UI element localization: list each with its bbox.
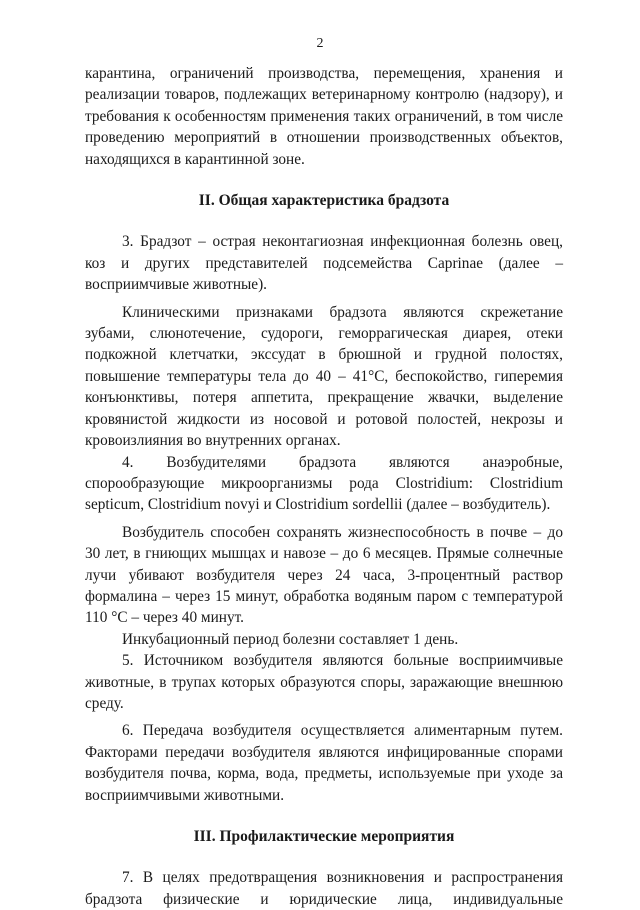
paragraph-3: 3. Брадзот – острая неконтагиозная инфекционная болезнь овец, коз и других представителей подсемейства Caprinae (далее – восприимчивые животные). (85, 233, 563, 294)
document-body (85, 63, 563, 910)
intro-paragraph: карантина, ограничений производства, перемещения, хранения и реализации товаров, подлежащих ветеринарному контролю (надзору), и требования к особенностям применения таких ограничений, в том числе проведению мероприятий в отношении производственных объектов, находящихся в карантинной зоне. (85, 65, 563, 168)
paragraph-4: 4. Возбудителями брадзота являются анаэробные, спорообразующие микроорганизмы рода Clostridium: Clostridium septicum, Clostridium novyi и Clostridium sordellii (далее – возбудитель). (85, 453, 563, 514)
paragraph-incubation: Инкубационный период болезни составляет 1 день. (122, 630, 459, 648)
paragraph-6: 6. Передача возбудителя осуществляется алиментарным путем. Факторами передачи возбудителя являются инфицированные спорами возбудителя почва, корма, вода, предметы, используемые при уходе за восприимчивыми животными. (85, 722, 563, 804)
section-2-heading: II. Общая характеристика брадзота (198, 192, 450, 210)
page-number: 2 (316, 36, 324, 51)
section-3-heading: III. Профилактические мероприятия (193, 828, 455, 845)
paragraph-viability: Возбудитель способен сохранять жизнеспособность в почве – до 30 лет, в гниющих мышцах и навозе – до 6 месяцев. Прямые солнечные лучи убивают возбудителя через 24 часа, 3-процентный раствор формалина – через 15 минут, обработка водяным паром с температурой 110 °С – через 40 минут. (85, 523, 563, 627)
paragraph-clinical-signs: Клиническими признаками брадзота являются скрежетание зубами, слюнотечение, судороги, геморрагическая диарея, отеки подкожной клетчатки, экссудат в брюшной и грудной полостях, повышение температуры тела до 40 – 41°С, беспокойство, гиперемия конъюнктивы, потеря аппетита, прекращение жвачки, выделение кровянистой жидкости из носовой и ротовой полостей, некрозы и кровоизлияния во внутренних органах. (85, 303, 563, 450)
paragraph-7: 7. В целях предотвращения возникновения и распространения брадзота физические и юридические лица, индивидуальные (85, 869, 563, 908)
paragraph-5: 5. Источником возбудителя являются больные восприимчивые животные, в трупах которых образуются споры, заражающие внешнюю среду. (85, 652, 563, 712)
